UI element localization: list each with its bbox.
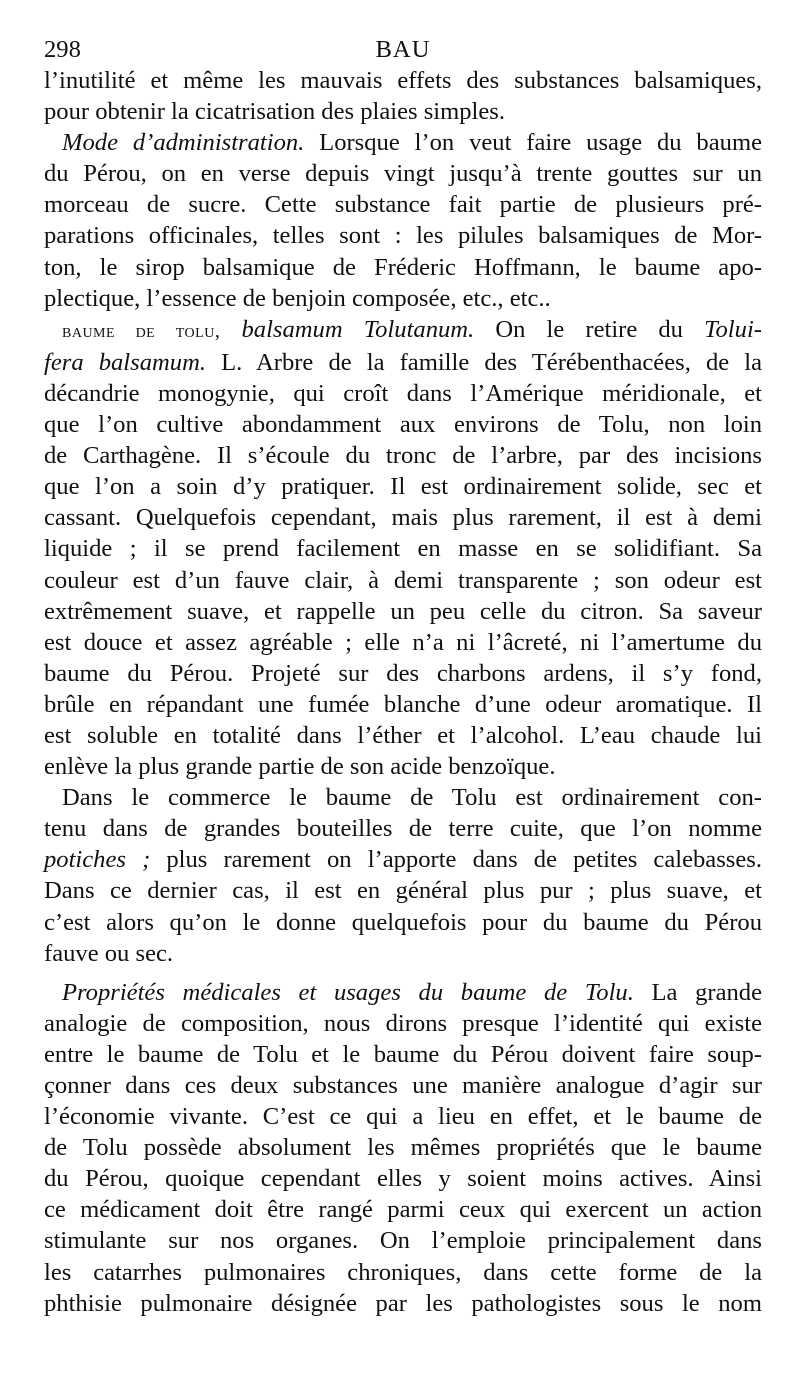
text-run: fauve ou sec. [44, 939, 174, 967]
text-line [44, 720, 762, 751]
text-line [44, 658, 762, 689]
text-line [44, 875, 762, 906]
text-line [44, 220, 762, 251]
text-line [44, 1163, 762, 1194]
text-run: Dans ce dernier cas, il est en général plus pur ; plus suave, et [44, 877, 762, 905]
italic-text: Propriétés médicales et usages du baume de Tolu. [62, 978, 634, 1006]
text-line [44, 627, 762, 658]
italic-text: Mode d’administration. [62, 129, 305, 157]
text-run: que l’on cultive abondamment aux environs de Tolu, non loin [44, 411, 762, 439]
text-line [44, 1225, 762, 1256]
text-run: du Pérou, on en verse depuis vingt jusqu’à trente gouttes sur un [44, 160, 762, 188]
page-number: 298 [44, 36, 81, 63]
text-run: ton, le sirop balsamique de Fréderic Hoffmann, le baume apo- [44, 253, 762, 281]
body-text [44, 65, 762, 1319]
text-run: pour obtenir la cicatrisation des plaies simples. [44, 98, 506, 126]
text-line [44, 689, 762, 720]
text-line [44, 1101, 762, 1132]
text-line [44, 844, 762, 875]
text-line [44, 65, 762, 96]
text-line [44, 1194, 762, 1225]
italic-text: fera balsamum. [44, 348, 206, 376]
text-run: La grande [633, 978, 763, 1006]
text-run: ce médicament doit être rangé parmi ceux qui exercent un action [44, 1196, 762, 1224]
text-line [44, 440, 762, 471]
text-run: cassant. Quelquefois cependant, mais plus rarement, il est à demi [44, 504, 762, 532]
text-run: couleur est d’un fauve clair, à demi transparente ; son odeur est [44, 566, 762, 594]
text-run: plectique, l’essence de benjoin composée, etc., etc.. [44, 284, 551, 312]
running-title: BAU [375, 36, 431, 63]
text-run: extrêmement suave, et rappelle un peu celle du citron. Sa saveur [44, 597, 762, 625]
text-run: entre le baume de Tolu et le baume du Pérou doivent faire soup- [44, 1040, 762, 1068]
text-line [44, 1132, 762, 1163]
text-run: c’est alors qu’on le donne quelquefois pour du baume du Pérou [44, 908, 762, 936]
text-line [44, 347, 762, 378]
text-line [44, 907, 762, 938]
small-caps-heading: baume de tolu, [62, 319, 221, 342]
text-line [44, 471, 762, 502]
text-run: stimulante sur nos organes. On l’emploie principalement dans [44, 1227, 762, 1255]
text-line [44, 1070, 762, 1101]
text-run: du Pérou, quoique cependant elles y soient moins actives. Ainsi [44, 1165, 762, 1193]
text-line [44, 1039, 762, 1070]
text-run: phthisie pulmonaire désignée par les pathologistes sous le nom [44, 1289, 762, 1317]
text-run: morceau de sucre. Cette substance fait partie de plusieurs pré- [44, 191, 762, 219]
text-run: décandrie monogynie, qui croît dans l’Amérique méridionale, et [44, 379, 762, 407]
text-run: çonner dans ces deux substances une manière analogue d’agir sur [44, 1072, 762, 1099]
text-run: liquide ; il se prend facilement en masse en se solidifiant. Sa [44, 535, 762, 563]
text-line [44, 1288, 762, 1319]
text-line [44, 158, 762, 189]
text-run: brûle en répandant une fumée blanche d’une odeur aromatique. Il [44, 690, 762, 718]
text-line [44, 813, 762, 844]
text-line [44, 938, 762, 969]
text-run: enlève la plus grande partie de son acide benzoïque. [44, 753, 556, 781]
text-line [44, 1008, 762, 1039]
text-line [44, 314, 762, 347]
text-run: baume du Pérou. Projeté sur des charbons ardens, il s’y fond, [44, 659, 762, 687]
italic-text: potiches ; [44, 846, 151, 874]
text-line [44, 1257, 762, 1288]
text-run: Dans le commerce le baume de Tolu est ordinairement con- [62, 784, 762, 812]
text-line [44, 189, 762, 220]
italic-text: balsamum Tolutanum. [241, 315, 475, 343]
text-run: l’inutilité et même les mauvais effets des substances balsamiques, [44, 67, 762, 94]
text-run: Lorsque l’on veut faire usage du baume [304, 129, 762, 157]
text-line [44, 533, 762, 564]
text-line [44, 502, 762, 533]
text-run: est soluble en totalité dans l’éther et l’alcohol. L’eau chaude lui [44, 721, 762, 749]
text-line [44, 596, 762, 627]
running-head [44, 34, 762, 65]
text-run: que l’on a soin d’y pratiquer. Il est ordinairement solide, sec et [44, 473, 762, 501]
text-run: analogie de composition, nous dirons presque l’identité qui existe [44, 1009, 762, 1037]
text-run [220, 316, 241, 343]
text-line [44, 977, 762, 1008]
text-line [44, 252, 762, 283]
text-line [44, 409, 762, 440]
text-run: l’économie vivante. C’est ce qui a lieu en effet, et le baume de [44, 1103, 762, 1131]
text-line [44, 378, 762, 409]
text-line [44, 96, 762, 127]
text-line [44, 283, 762, 314]
book-page [44, 34, 762, 1319]
text-run: tenu dans de grandes bouteilles de terre cuite, que l’on nomme [44, 815, 762, 843]
italic-text: Tolui- [704, 315, 762, 343]
text-run: de Tolu possède absolument les mêmes propriétés que le baume [44, 1134, 762, 1162]
text-line [44, 127, 762, 158]
text-run: est douce et assez agréable ; elle n’a ni l’âcreté, ni l’amertume du [44, 628, 762, 656]
text-line [44, 751, 762, 782]
text-run: parations officinales, telles sont : les pilules balsamiques de Mor- [44, 222, 762, 250]
text-run: les catarrhes pulmonaires chroniques, dans cette forme de la [44, 1258, 762, 1286]
text-run: plus rarement on l’apporte dans de petites calebasses. [150, 846, 762, 874]
text-run: L. Arbre de la famille des Térébenthacées, de la [205, 348, 763, 376]
text-line [44, 782, 762, 813]
text-run: de Carthagène. Il s’écoule du tronc de l’arbre, par des incisions [44, 442, 762, 470]
text-run: On le retire du [474, 315, 705, 343]
text-line [44, 565, 762, 596]
